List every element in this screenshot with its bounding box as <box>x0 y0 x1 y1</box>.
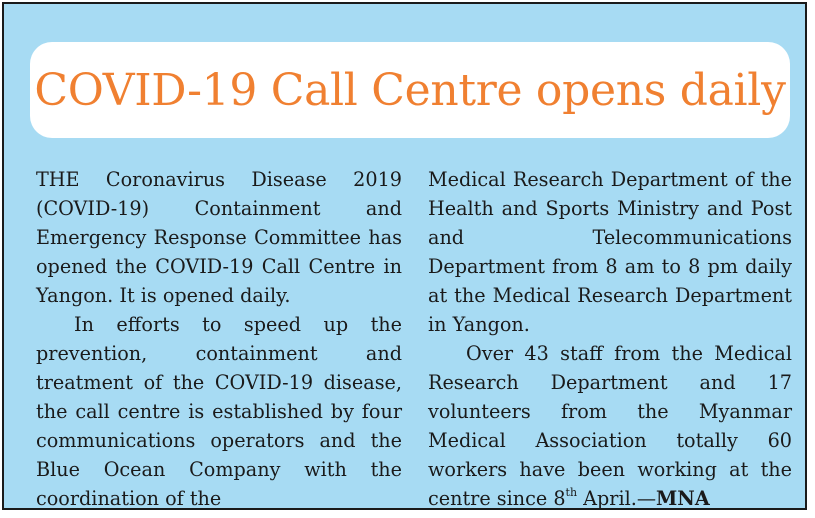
article-paragraph-text: Over 43 staff from the Medical Research Department and 17 volunteers from the Myanmar Medical Association totally 60 workers have been working at the centre since 8 <box>428 342 792 510</box>
headline-banner <box>30 42 790 138</box>
article-panel <box>2 2 807 510</box>
article-paragraph: THE Coronavirus Disease 2019 (COVID-19) Containment and Emergency Response Committee has opened the COVID-19 Call Centre in Yangon. It is opened daily. <box>36 168 402 307</box>
byline: MNA <box>656 487 710 510</box>
article-column-left <box>36 165 402 513</box>
article-paragraph: In efforts to speed up the prevention, containment and treatment of the COVID-19 disease, the call centre is established by four communications operators and the Blue Ocean Company with the coordination of the <box>36 313 402 510</box>
article-column-right <box>428 165 792 513</box>
headline: COVID-19 Call Centre opens daily <box>34 64 786 116</box>
ordinal-suffix: th <box>565 486 578 499</box>
article-paragraph-final <box>428 339 792 513</box>
article-paragraph: Medical Research Department of the Health and Sports Ministry and Post and Telecommunications Department from 8 am to 8 pm daily at the Medical Research Department in Yangon. <box>428 168 792 336</box>
article-paragraph-tail: April.— <box>577 487 657 510</box>
